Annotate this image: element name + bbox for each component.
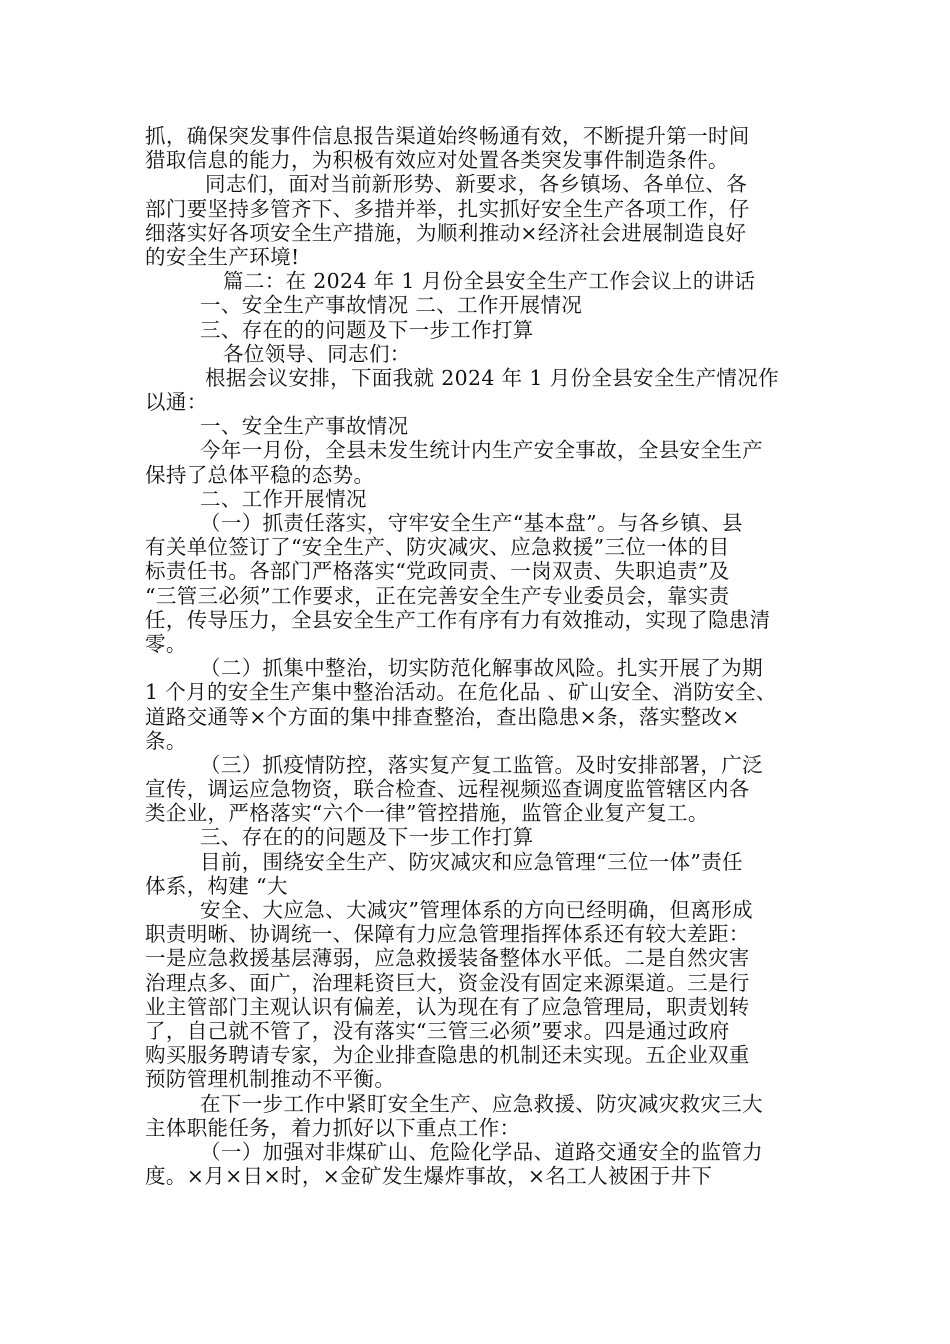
text-line: 抓，确保突发事件信息报告渠道始终畅通有效，不断提升第一时间 [145,124,750,148]
text-line: 了，自己就不管了，没有落实“三管三必须”要求。四是通过政府 [145,1018,730,1043]
section-heading: 一、安全生产事故情况 [200,414,409,439]
text-line: 主体职能任务，着力抓好以下重点工作： [145,1115,521,1140]
text-line: “三管三必须”工作要求，正在完善安全生产专业委员会，靠实责 [145,583,730,608]
text-line: 宣传，调运应急物资，联合检查、远程视频巡查调度监管辖区内各 [145,777,750,802]
text-line: 今年一月份，全县未发生统计内生产安全事故，全县安全生产 [200,438,763,463]
text-line: 类企业，严格落实“六个一律”管控措施，监管企业复产复工。 [145,801,709,826]
text-line: 职责明晰、协调统一、保障有力应急管理指挥体系还有较大差距： [145,922,750,947]
text-line: 度。×月×日×时，×金矿发生爆炸事故，×名工人被困于井下 [145,1164,713,1189]
text-line: 体系，构建 “大 [145,873,288,898]
text-line: 根据会议安排，下面我就 2024 年 1 月份全县安全生产情况作 [205,365,779,390]
text-line: 预防管理机制推动不平衡。 [145,1067,396,1092]
text-line: 有关单位签订了“安全生产、防灾减灾、应急救援”三位一体的目 [145,535,730,560]
text-line: 道路交通等×个方面的集中排查整治，查出隐患×条，落实整改× [145,704,740,729]
text-line: 条。 [145,728,187,753]
text-line: 部门要坚持多管齐下、多措并举，扎实抓好安全生产各项工作，仔 [145,196,750,221]
section-heading: 篇二：在 2024 年 1 月份全县安全生产工作会议上的讲话 [223,269,756,294]
text-line: 业主管部门主观认识有偏差，认为现在有了应急管理局，职责划转 [145,994,750,1019]
text-line: 各位领导、同志们： [223,341,411,366]
text-line: 同志们，面对当前新形势、新要求，各乡镇场、各单位、各 [205,172,748,197]
text-line: 目前，围绕安全生产、防灾减灾和应急管理“三位一体”责任 [200,849,743,874]
text-line: 一、安全生产事故情况 二、工作开展情况 [200,293,583,318]
section-heading: 三、存在的的问题及下一步工作打算 [200,825,534,850]
text-line: 的安全生产环境! [145,244,300,269]
text-line: 治理点多、面广，治理耗资巨大，资金没有固定来源渠道。三是行 [145,970,750,995]
text-line: （一）加强对非煤矿山、危险化学品、道路交通安全的监管力 [200,1139,763,1164]
text-line: 标责任书。各部门严格落实“党政同责、一岗双责、失职追责”及 [145,559,730,584]
text-line: 任，传导压力，全县安全生产工作有序有力有效推动，实现了隐患清 [145,607,771,632]
text-line: 1 个月的安全生产集中整治活动。在危化品 、矿山安全、消防安全、 [145,680,777,705]
section-heading: 二、工作开展情况 [200,486,367,511]
text-line: （一）抓责任落实，守牢安全生产“基本盘”。与各乡镇、县 [200,511,743,535]
text-line: 三、存在的的问题及下一步工作打算 [200,317,534,342]
text-line: 购买服务聘请专家，为企业排查隐患的机制还未实现。五企业双重 [145,1043,750,1068]
text-line: 细落实好各项安全生产措施，为顺利推动×经济社会进展制造良好 [145,220,747,245]
text-line: 零。 [145,631,187,656]
text-line: （三）抓疫情防控，落实复产复工监管。及时安排部署，广泛 [200,752,763,777]
text-line: 猎取信息的能力，为积极有效应对处置各类突发事件制造条件。 [145,148,729,173]
text-line: 保持了总体平稳的态势。 [145,462,375,487]
text-line: 安全、大应急、大减灾”管理体系的方向已经明确，但离形成 [200,898,753,922]
text-line: （二）抓集中整治，切实防范化解事故风险。扎实开展了为期 [200,656,763,681]
text-line: 在下一步工作中紧盯安全生产、应急救援、防灾减灾救灾三大 [200,1091,763,1116]
text-line: 以通： [145,390,208,415]
text-line: 一是应急救援基层薄弱，应急救援装备整体水平低。二是自然灾害 [145,946,750,971]
document-page [145,124,810,1188]
